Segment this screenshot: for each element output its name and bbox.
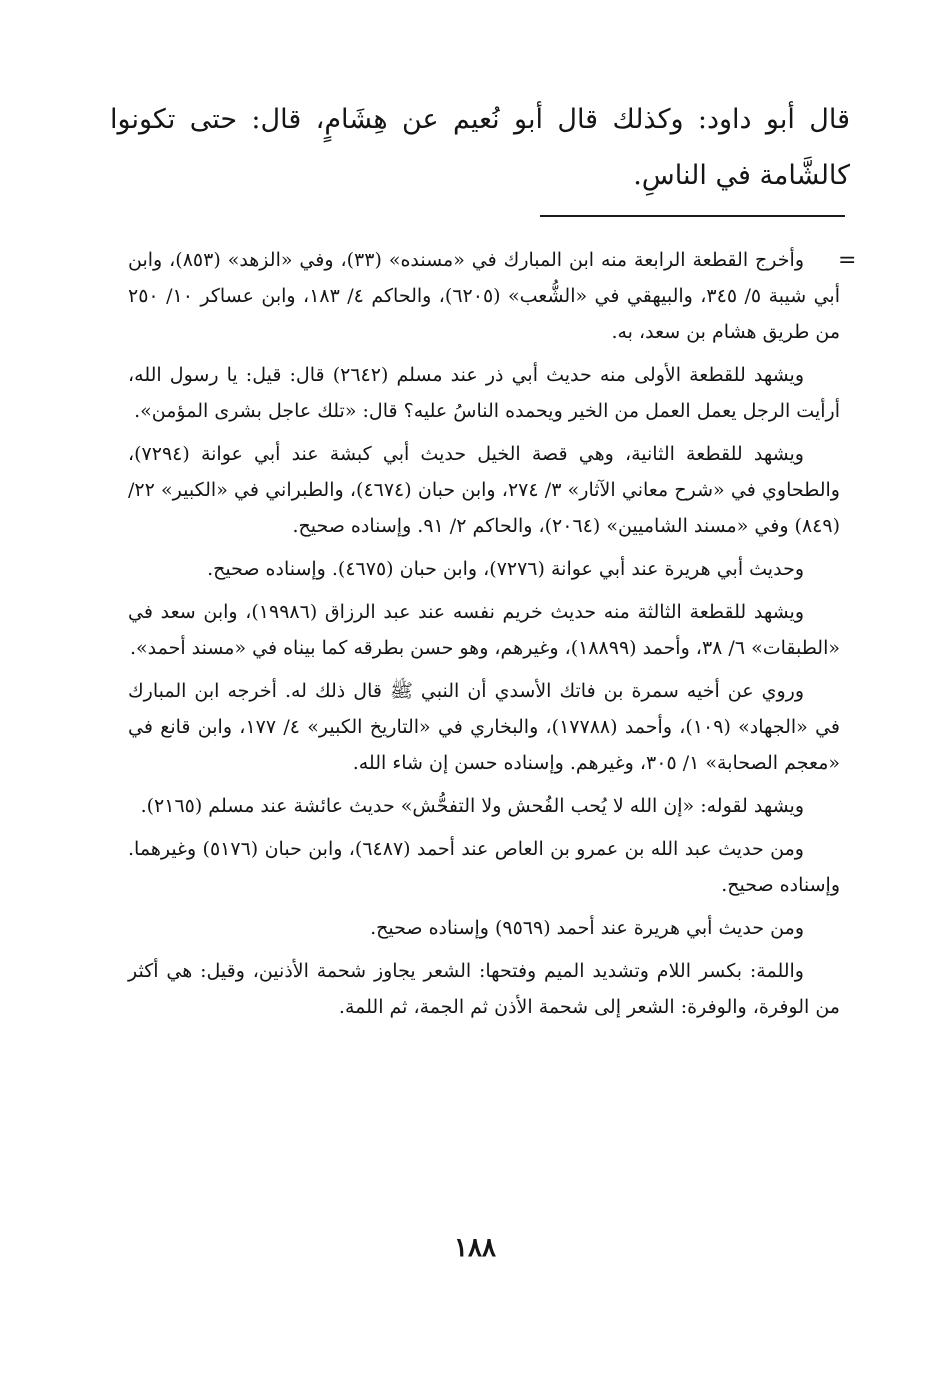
footnote-paragraph: وأخرج القطعة الرابعة منه ابن المبارك في «مسنده» (٣٣)، وفي «الزهد» (٨٥٣)، وابن أبي شيبة ٥/ ٣٤٥، والبيهقي في «الشُّعب» (٦٢٠٥)، والحاكم ٤/ ١٨٣، وابن عساكر ١٠/ ٢٥٠ من طريق هشام بن سعد، به. [128, 249, 840, 343]
continuation-mark: = [838, 248, 857, 273]
footnote-paragraph: ويشهد للقطعة الثانية، وهي قصة الخيل حديث أبي كبشة عند أبي عوانة (٧٢٩٤)، والطحاوي في «شرح معاني الآثار» ٣/ ٢٧٤، وابن حبان (٤٦٧٤)، والطبراني في «الكبير» ٢٢/ (٨٤٩) وفي «مسند الشاميين» (٢٠٦٤)، والحاكم ٢/ ٩١. وإسناده صحيح. [128, 443, 840, 537]
footnote-separator [540, 215, 845, 217]
footnote-paragraph: وروي عن أخيه سمرة بن فاتك الأسدي أن النبي ﷺ قال ذلك له. أخرجه ابن المبارك في «الجهاد» (١٠٩)، وأحمد (١٧٧٨٨)، والبخاري في «التاريخ الكبير» ٤/ ١٧٧، وابن قانع في «معجم الصحابة» ١/ ٣٠٥، وغيرهم. وإسناده حسن إن شاء الله. [128, 680, 840, 774]
footnote-paragraph: وحديث أبي هريرة عند أبي عوانة (٧٢٧٦)، وابن حبان (٤٦٧٥). وإسناده صحيح. [207, 558, 804, 580]
page-number: ١٨٨ [454, 1233, 496, 1263]
footnotes [128, 242, 840, 1032]
footnote-paragraph: ومن حديث عبد الله بن عمرو بن العاص عند أحمد (٦٤٨٧)، وابن حبان (٥١٧٦) وغيرهما. وإسناده صحيح. [128, 838, 840, 896]
main-text: قال أبو داود: وكذلك قال أبو نُعيم عن هِشَامٍ، قال: حتى تكونوا كالشَّامة في الناسِ. [110, 104, 850, 191]
footnote-paragraph: ويشهد للقطعة الثالثة منه حديث خريم نفسه عند عبد الرزاق (١٩٩٨٦)، وابن سعد في «الطبقات» ٦/ ٣٨، وأحمد (١٨٨٩٩)، وغيرهم، وهو حسن بطرقه كما بيناه في «مسند أحمد». [128, 601, 840, 659]
footnote-paragraph: ويشهد لقوله: «إن الله لا يُحب الفُحش ولا التفحُّش» حديث عائشة عند مسلم (٢١٦٥). [140, 795, 804, 817]
footnote-paragraph: واللمة: بكسر اللام وتشديد الميم وفتحها: الشعر يجاوز شحمة الأذنين، وقيل: هي أكثر من الوفرة، والوفرة: الشعر إلى شحمة الأذن ثم الجمة، ثم اللمة. [128, 960, 840, 1018]
footnote-paragraph: ومن حديث أبي هريرة عند أحمد (٩٥٦٩) وإسناده صحيح. [370, 917, 804, 939]
footnote-paragraph: ويشهد للقطعة الأولى منه حديث أبي ذر عند مسلم (٢٦٤٢) قال: قيل: يا رسول الله، أرأيت الرجل يعمل العمل من الخير ويحمده الناسُ عليه؟ قال: «تلك عاجل بشرى المؤمن». [128, 364, 840, 422]
